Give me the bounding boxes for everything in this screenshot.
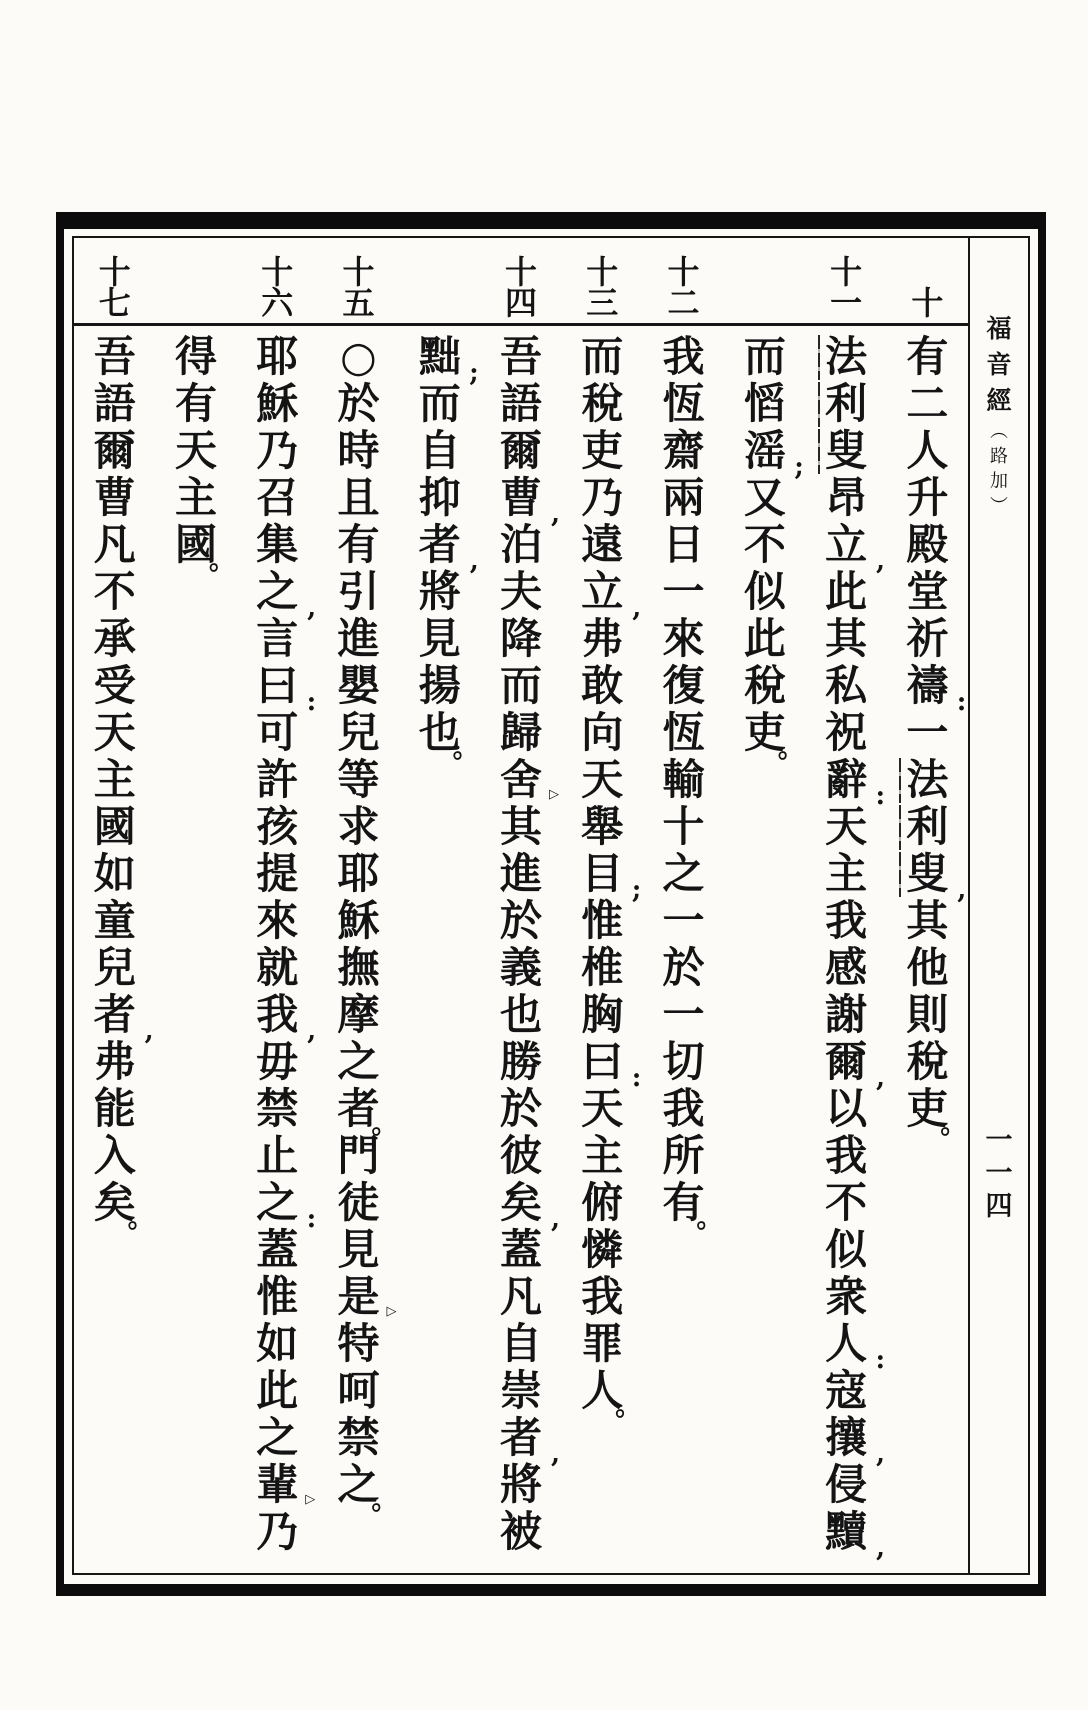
verse-number-6: 十 四 bbox=[505, 253, 538, 322]
text-char: 吏 。 bbox=[906, 1084, 967, 1140]
text-char: 語 bbox=[93, 379, 136, 428]
punctuation: , bbox=[469, 546, 479, 576]
text-char: 乃 bbox=[256, 426, 299, 475]
text-char: 於 bbox=[662, 943, 705, 992]
text-char: 將 bbox=[500, 1460, 543, 1509]
text-char: 二 bbox=[906, 379, 949, 428]
text-char: 遠 bbox=[581, 520, 624, 569]
text-char: 又 bbox=[743, 473, 786, 522]
text-char: 勝 bbox=[500, 1037, 543, 1086]
proper-name-char: 叟 , bbox=[906, 849, 967, 905]
text-char: 入 bbox=[93, 1131, 136, 1180]
text-char: 輸 bbox=[662, 755, 705, 804]
text-char: 其 bbox=[500, 802, 543, 851]
text-char: 主 bbox=[581, 1131, 624, 1180]
text-char: 似 bbox=[743, 567, 786, 616]
text-char: 於 bbox=[500, 1084, 543, 1133]
text-char: 此 bbox=[825, 567, 868, 616]
text-char: 我 bbox=[825, 896, 868, 945]
text-char: 抑 bbox=[418, 473, 461, 522]
text-char: 一 bbox=[662, 896, 705, 945]
text-char: 集 bbox=[256, 520, 299, 569]
text-char: 堂 bbox=[906, 567, 949, 616]
note-mark-icon: ▷ bbox=[386, 1304, 397, 1319]
text-column-7 bbox=[399, 334, 480, 1573]
punctuation: 。 bbox=[371, 1486, 398, 1516]
text-char: 祝 bbox=[825, 708, 868, 757]
text-char: 特 bbox=[337, 1319, 380, 1368]
text-char: 禁 bbox=[256, 1084, 299, 1133]
text-char: 恆 bbox=[662, 708, 705, 757]
text-char: 爾 bbox=[500, 426, 543, 475]
text-char: 崇 bbox=[500, 1366, 543, 1415]
text-char: 蓋 bbox=[256, 1225, 299, 1274]
text-char: 義 bbox=[500, 943, 543, 992]
text-char: 引 bbox=[337, 567, 380, 616]
text-char: 國 bbox=[93, 802, 136, 851]
text-char: 昂 bbox=[825, 473, 868, 522]
text-char: 且 bbox=[337, 473, 380, 522]
text-char: 耶 bbox=[256, 332, 299, 381]
text-char: 夫 bbox=[500, 567, 543, 616]
book-title: 福 音 經 ︵ 路 加 ︶ bbox=[986, 314, 1012, 517]
text-char: 之 。 bbox=[337, 1460, 398, 1516]
text-char: 黷 , bbox=[825, 1507, 886, 1563]
text-char: 穌 bbox=[256, 379, 299, 428]
text-char: 爾 , bbox=[825, 1037, 886, 1093]
punctuation: 。 bbox=[208, 546, 235, 576]
text-char: 人 。 bbox=[581, 1366, 642, 1422]
text-char: 撫 bbox=[337, 943, 380, 992]
text-char: 滛 ; bbox=[743, 426, 804, 482]
text-char: 揚 bbox=[418, 661, 461, 710]
text-char: 之 bbox=[256, 1413, 299, 1462]
text-char: 耶 bbox=[337, 849, 380, 898]
text-char: 俯 bbox=[581, 1178, 624, 1227]
text-char: 弗 bbox=[93, 1037, 136, 1086]
punctuation: 。 bbox=[452, 734, 479, 764]
text-char: 兒 bbox=[93, 943, 136, 992]
text-char: 曰 : bbox=[256, 661, 317, 717]
text-char: 憐 bbox=[581, 1225, 624, 1274]
text-char: 是 ▷ bbox=[337, 1272, 397, 1321]
text-column-4 bbox=[643, 334, 724, 1573]
text-char: 時 bbox=[337, 426, 380, 475]
punctuation: , bbox=[550, 1439, 561, 1469]
proper-name-char: 叟 bbox=[825, 426, 868, 475]
text-char: 禱 : bbox=[906, 661, 967, 717]
text-char: 人 bbox=[906, 426, 949, 475]
text-char: 語 bbox=[500, 379, 543, 428]
text-char: 召 bbox=[256, 473, 299, 522]
text-char: 慆 bbox=[743, 379, 786, 428]
punctuation: : bbox=[306, 687, 317, 717]
punctuation: , bbox=[550, 1204, 561, 1234]
text-column-8 bbox=[318, 334, 399, 1573]
text-char: 如 bbox=[93, 849, 136, 898]
text-char: 止 bbox=[256, 1131, 299, 1180]
text-char: 者 。 bbox=[337, 1084, 398, 1140]
text-char: 也 。 bbox=[418, 708, 479, 764]
text-char: 門 bbox=[337, 1131, 380, 1180]
text-char: 就 bbox=[256, 943, 299, 992]
verse-number-row bbox=[74, 238, 968, 326]
punctuation: , bbox=[876, 546, 886, 576]
text-char: 自 bbox=[500, 1319, 543, 1368]
punctuation: : bbox=[875, 1345, 886, 1375]
text-char: 彼 bbox=[500, 1131, 543, 1180]
proper-name-char: 利 bbox=[825, 379, 868, 428]
text-char: 祈 bbox=[906, 614, 949, 663]
text-char: 得 bbox=[174, 332, 217, 381]
text-char: 而 bbox=[500, 661, 543, 710]
punctuation: : bbox=[956, 687, 967, 717]
verse-number-9: 十 六 bbox=[261, 253, 294, 322]
text-char: 惟 bbox=[256, 1272, 299, 1321]
punctuation: ; bbox=[794, 452, 804, 482]
text-column-11 bbox=[74, 334, 155, 1573]
text-char: 降 bbox=[500, 614, 543, 663]
punctuation: , bbox=[550, 499, 561, 529]
punctuation: , bbox=[307, 593, 317, 623]
text-char: 呵 bbox=[337, 1366, 380, 1415]
text-char: 嬰 bbox=[337, 661, 380, 710]
punctuation: ; bbox=[631, 875, 642, 905]
text-char: 此 bbox=[743, 614, 786, 663]
text-char: 吾 bbox=[500, 332, 543, 381]
text-char: 進 bbox=[500, 849, 543, 898]
page-frame bbox=[56, 212, 1046, 1596]
text-char: 罪 bbox=[581, 1319, 624, 1368]
text-char: 乃 bbox=[256, 1507, 299, 1556]
text-char: 恆 bbox=[662, 379, 705, 428]
text-char: 孩 bbox=[256, 802, 299, 851]
text-char: 爾 bbox=[93, 426, 136, 475]
text-char: 不 bbox=[93, 567, 136, 616]
text-char: 而 bbox=[418, 379, 461, 428]
text-char: 也 bbox=[500, 990, 543, 1039]
text-char: 自 bbox=[418, 426, 461, 475]
punctuation: , bbox=[307, 1016, 317, 1046]
text-column-9 bbox=[237, 334, 318, 1573]
text-column-1 bbox=[887, 334, 968, 1573]
text-char: 於 bbox=[500, 896, 543, 945]
text-char: 提 bbox=[256, 849, 299, 898]
punctuation: : bbox=[306, 1204, 317, 1234]
text-char: 見 bbox=[337, 1225, 380, 1274]
text-char: 不 bbox=[825, 1178, 868, 1227]
text-char: 者 , bbox=[500, 1413, 561, 1469]
margin-strip bbox=[970, 238, 1028, 1573]
text-char: 一 bbox=[662, 990, 705, 1039]
text-char: ○ bbox=[340, 332, 377, 381]
text-char: 天 bbox=[174, 426, 217, 475]
note-mark-icon: ▷ bbox=[305, 1492, 316, 1507]
text-char: 矣 , bbox=[500, 1178, 561, 1234]
text-char: 不 bbox=[743, 520, 786, 569]
text-char: 國 。 bbox=[174, 520, 235, 576]
verse-number-4: 十 二 bbox=[667, 253, 700, 322]
text-char: 兩 bbox=[662, 473, 705, 522]
proper-name-char: 法 bbox=[825, 332, 868, 381]
text-char: 被 bbox=[500, 1507, 543, 1556]
text-char: 感 bbox=[825, 943, 868, 992]
punctuation: , bbox=[876, 1439, 886, 1469]
verse-number-2: 十 一 bbox=[830, 253, 863, 322]
text-char: 寇 bbox=[825, 1366, 868, 1415]
text-char: 辭 : bbox=[825, 755, 886, 811]
punctuation: ; bbox=[469, 358, 479, 388]
text-char: 求 bbox=[337, 802, 380, 851]
text-char: 來 bbox=[256, 896, 299, 945]
text-char: 我 bbox=[662, 1084, 705, 1133]
text-char: 童 bbox=[93, 896, 136, 945]
text-char: 承 bbox=[93, 614, 136, 663]
text-char: 天 bbox=[581, 755, 624, 804]
text-char: 升 bbox=[906, 473, 949, 522]
page-number: 一 一 四 bbox=[985, 1125, 1013, 1222]
punctuation: , bbox=[957, 875, 967, 905]
text-char: 衆 bbox=[825, 1272, 868, 1321]
text-char: 徒 bbox=[337, 1178, 380, 1227]
text-char: 之 bbox=[662, 849, 705, 898]
text-char: 主 bbox=[825, 849, 868, 898]
text-column-2 bbox=[805, 334, 886, 1573]
text-char: 立 , bbox=[825, 520, 886, 576]
text-char: 將 bbox=[418, 567, 461, 616]
text-char: 向 bbox=[581, 708, 624, 757]
text-char: 所 bbox=[662, 1131, 705, 1180]
text-char: 天 bbox=[93, 708, 136, 757]
text-char: 謝 bbox=[825, 990, 868, 1039]
text-char: 有 bbox=[174, 379, 217, 428]
text-column-6 bbox=[480, 334, 561, 1573]
text-char: 則 bbox=[906, 990, 949, 1039]
text-char: 曹 bbox=[93, 473, 136, 522]
text-char: 許 bbox=[256, 755, 299, 804]
punctuation: 。 bbox=[371, 1110, 398, 1140]
main-text-area bbox=[74, 238, 968, 1573]
punctuation: , bbox=[632, 593, 642, 623]
text-char: 吾 bbox=[93, 332, 136, 381]
text-char: 天 bbox=[825, 802, 868, 851]
text-char: 目 ; bbox=[581, 849, 642, 905]
punctuation: , bbox=[144, 1016, 154, 1046]
proper-name-char: 法 bbox=[906, 755, 949, 804]
text-char: 稅 bbox=[906, 1037, 949, 1086]
verse-number-5: 十 三 bbox=[586, 253, 619, 322]
text-char: 天 bbox=[581, 1084, 624, 1133]
text-char: 主 bbox=[93, 755, 136, 804]
text-char: 進 bbox=[337, 614, 380, 663]
text-char: 凡 bbox=[500, 1272, 543, 1321]
text-char: 見 bbox=[418, 614, 461, 663]
text-char: 殿 bbox=[906, 520, 949, 569]
text-char: 舍 ▷ bbox=[500, 755, 560, 804]
text-char: 惟 bbox=[581, 896, 624, 945]
punctuation: , bbox=[876, 1533, 886, 1563]
text-char: 歸 bbox=[500, 708, 543, 757]
text-char: 日 bbox=[662, 520, 705, 569]
text-char: 曹 , bbox=[500, 473, 561, 529]
text-char: 有 bbox=[906, 332, 949, 381]
text-columns bbox=[74, 326, 968, 1573]
text-char: 於 bbox=[337, 379, 380, 428]
verse-number-11: 十 七 bbox=[98, 253, 131, 322]
text-char: 矣 。 bbox=[93, 1178, 154, 1234]
text-char: 弗 bbox=[581, 614, 624, 663]
text-char: 者 , bbox=[93, 990, 154, 1046]
text-char: 受 bbox=[93, 661, 136, 710]
text-char: 輩 ▷ bbox=[256, 1460, 316, 1509]
verse-number-1: 十 bbox=[911, 284, 944, 322]
text-char: 禁 bbox=[337, 1413, 380, 1462]
text-char: 泊 bbox=[500, 520, 543, 569]
text-char: 其 bbox=[906, 896, 949, 945]
text-char: 他 bbox=[906, 943, 949, 992]
text-char: 兒 bbox=[337, 708, 380, 757]
text-char: 此 bbox=[256, 1366, 299, 1415]
text-char: 等 bbox=[337, 755, 380, 804]
text-char: 我 bbox=[581, 1272, 624, 1321]
text-char: 凡 bbox=[93, 520, 136, 569]
text-char: 胸 bbox=[581, 990, 624, 1039]
text-char: 齋 bbox=[662, 426, 705, 475]
text-char: 蓋 bbox=[500, 1225, 543, 1274]
text-column-3 bbox=[724, 334, 805, 1573]
text-char: 毋 bbox=[256, 1037, 299, 1086]
text-char: 能 bbox=[93, 1084, 136, 1133]
text-char: 侵 bbox=[825, 1460, 868, 1509]
text-char: 者 , bbox=[418, 520, 479, 576]
text-char: 復 bbox=[662, 661, 705, 710]
proper-name-char: 利 bbox=[906, 802, 949, 851]
text-char: 吏 。 bbox=[743, 708, 804, 764]
text-char: 攘 , bbox=[825, 1413, 886, 1469]
text-char: 之 , bbox=[256, 567, 317, 623]
text-char: 私 bbox=[825, 661, 868, 710]
punctuation: 。 bbox=[696, 1204, 723, 1234]
text-char: 如 bbox=[256, 1319, 299, 1368]
punctuation: 。 bbox=[777, 734, 804, 764]
text-char: 有 bbox=[337, 520, 380, 569]
punctuation: 。 bbox=[127, 1204, 154, 1234]
text-char: 可 bbox=[256, 708, 299, 757]
text-char: 之 : bbox=[256, 1178, 317, 1234]
text-char: 我 bbox=[662, 332, 705, 381]
text-char: 之 bbox=[337, 1037, 380, 1086]
punctuation: 。 bbox=[615, 1392, 642, 1422]
note-mark-icon: ▷ bbox=[549, 787, 560, 802]
text-char: 人 : bbox=[825, 1319, 886, 1375]
text-char: 似 bbox=[825, 1225, 868, 1274]
punctuation: , bbox=[876, 1063, 886, 1093]
text-char: 立 , bbox=[581, 567, 642, 623]
punctuation: : bbox=[875, 781, 886, 811]
text-char: 其 bbox=[825, 614, 868, 663]
text-char: 言 bbox=[256, 614, 299, 663]
text-char: 切 bbox=[662, 1037, 705, 1086]
text-char: 十 bbox=[662, 802, 705, 851]
punctuation: 。 bbox=[940, 1110, 967, 1140]
text-char: 我 , bbox=[256, 990, 317, 1046]
text-column-10 bbox=[155, 334, 236, 1573]
text-char: 一 bbox=[906, 708, 949, 757]
verse-number-8: 十 五 bbox=[342, 253, 375, 322]
text-char: 舉 bbox=[581, 802, 624, 851]
text-char: 敢 bbox=[581, 661, 624, 710]
text-column-5 bbox=[562, 334, 643, 1573]
text-char: 稅 bbox=[581, 379, 624, 428]
text-char: 曰 : bbox=[581, 1037, 642, 1093]
text-char: 稅 bbox=[743, 661, 786, 710]
text-char: 穌 bbox=[337, 896, 380, 945]
text-char: 吏 bbox=[581, 426, 624, 475]
text-char: 摩 bbox=[337, 990, 380, 1039]
punctuation: : bbox=[631, 1063, 642, 1093]
text-char: 乃 bbox=[581, 473, 624, 522]
text-char: 而 bbox=[743, 332, 786, 381]
text-char: 一 bbox=[662, 567, 705, 616]
text-char: 來 bbox=[662, 614, 705, 663]
text-char: 以 bbox=[825, 1084, 868, 1133]
text-char: 而 bbox=[581, 332, 624, 381]
text-char: 有 。 bbox=[662, 1178, 723, 1234]
inner-frame bbox=[72, 236, 1030, 1575]
text-char: 黜 ; bbox=[418, 332, 479, 388]
text-char: 我 bbox=[825, 1131, 868, 1180]
text-char: 主 bbox=[174, 473, 217, 522]
text-char: 椎 bbox=[581, 943, 624, 992]
